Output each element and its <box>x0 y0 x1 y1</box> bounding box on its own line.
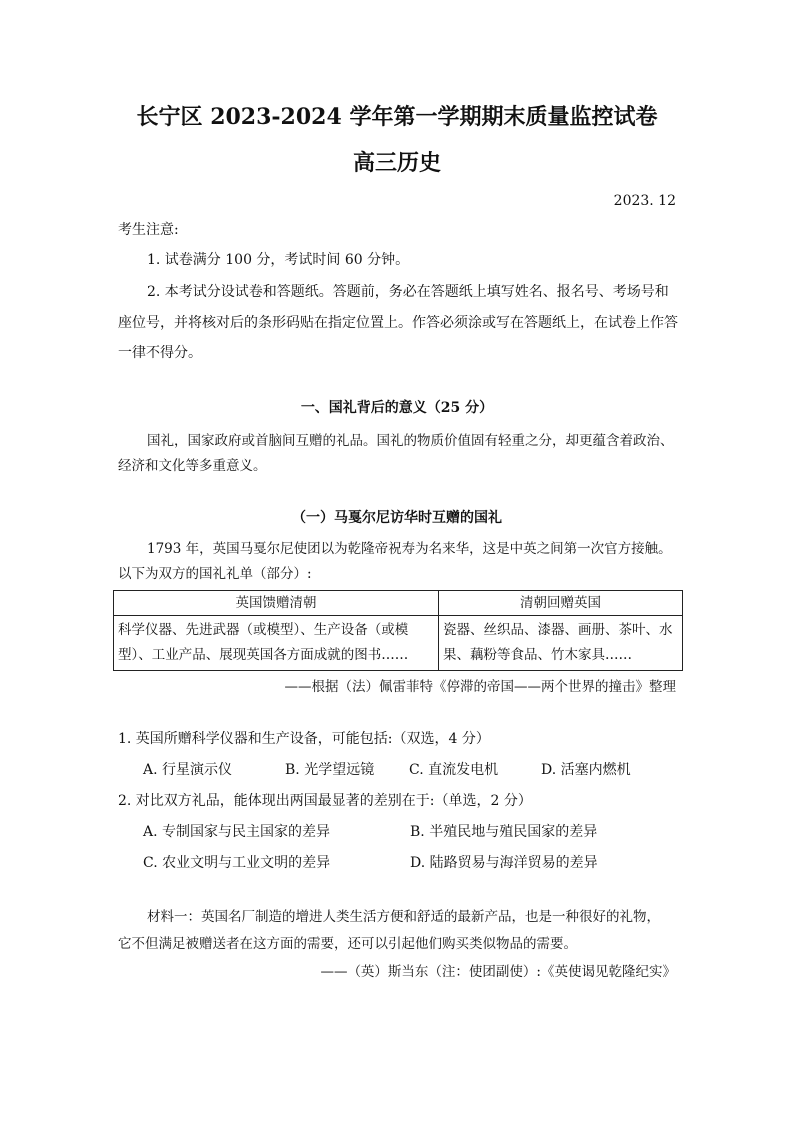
question-2-option-d[interactable]: D. 陆路贸易与海洋贸易的差异 <box>410 855 598 871</box>
question-2-option-b[interactable]: B. 半殖民地与殖民国家的差异 <box>410 824 598 840</box>
question-1-option-c[interactable]: C. 直流发电机 <box>409 762 499 778</box>
question-2-stem: 2. 对比双方礼品，能体现出两国最显著的差别在于:（单选，2 分） <box>118 793 532 809</box>
question-2-option-a[interactable]: A. 专制国家与民主国家的差异 <box>143 824 331 840</box>
question-2-options-row-2 <box>143 852 598 872</box>
table-cell-british-gifts: 科学仪器、先进武器（或模型）、生产设备（或模型）、工业产品、展现英国各方面成就的图书…… <box>114 616 439 671</box>
notice-label: 考生注意: <box>118 222 179 238</box>
subject-title: 高三历史 <box>352 150 441 176</box>
notice-item-1: 1. 试卷满分 100 分，考试时间 60 分钟。 <box>147 252 410 268</box>
paragraph-line-2: 以下为双方的国礼礼单（部分）: <box>118 566 312 582</box>
section-intro-line-1: 国礼，国家政府或首脑间互赠的礼品。国礼的物质价值固有轻重之分，却更蕴含着政治、 <box>147 433 674 449</box>
question-1-option-a[interactable]: A. 行星演示仪 <box>143 762 233 778</box>
notice-item-2-line-3: 一律不得分。 <box>118 345 202 361</box>
section-heading: 一、国礼背后的意义（25 分） <box>300 400 494 416</box>
material-1-line-2: 它不但满足被赠送者在这方面的需要，还可以引起他们购买类似物品的需要。 <box>118 936 577 952</box>
table-source-citation: ——根据（法）佩雷菲特《停滞的帝国——两个世界的撞击》整理 <box>284 679 676 695</box>
question-1-stem: 1. 英国所赠科学仪器和生产设备，可能包括:（双选，4 分） <box>118 731 490 747</box>
notice-item-2-line-2: 座位号，并将核对后的条形码贴在指定位置上。作答必须涂或写在答题纸上，在试卷上作答 <box>118 315 678 331</box>
gift-list-table <box>113 590 683 671</box>
table-header-qing-gifts: 清朝回赠英国 <box>439 591 683 616</box>
question-2-options-row-1 <box>143 821 597 841</box>
question-1-option-b[interactable]: B. 光学望远镜 <box>285 762 375 778</box>
material-1-source-citation: ——（英）斯当东（注：使团副使）:《英使谒见乾隆纪实》 <box>320 964 676 980</box>
table-row <box>114 616 683 671</box>
paragraph-line-1: 1793 年，英国马戛尔尼使团以为乾隆帝祝寿为名来华，这是中英之间第一次官方接触。 <box>147 541 672 557</box>
exam-title: 长宁区 2023-2024 学年第一学期期末质量监控试卷 <box>136 104 658 130</box>
table-header-british-gifts: 英国馈赠清朝 <box>114 591 439 616</box>
question-1-options <box>143 759 631 779</box>
table-header-row <box>114 591 683 616</box>
notice-item-2-line-1: 2. 本考试分设试卷和答题纸。答题前，务必在答题纸上填写姓名、报名号、考场号和 <box>147 284 669 300</box>
exam-date: 2023. 12 <box>613 193 676 209</box>
material-1-line-1: 材料一：英国名厂制造的增进人类生活方便和舒适的最新产品，也是一种很好的礼物， <box>147 909 660 925</box>
question-2-option-c[interactable]: C. 农业文明与工业文明的差异 <box>143 855 331 871</box>
question-1-option-d[interactable]: D. 活塞内燃机 <box>541 762 631 778</box>
sub-heading: （一）马戛尔尼访华时互赠的国礼 <box>292 510 502 526</box>
table-cell-qing-gifts: 瓷器、丝织品、漆器、画册、茶叶、水果、藕粉等食品、竹木家具…… <box>439 616 683 671</box>
section-intro-line-2: 经济和文化等多重意义。 <box>118 458 267 474</box>
